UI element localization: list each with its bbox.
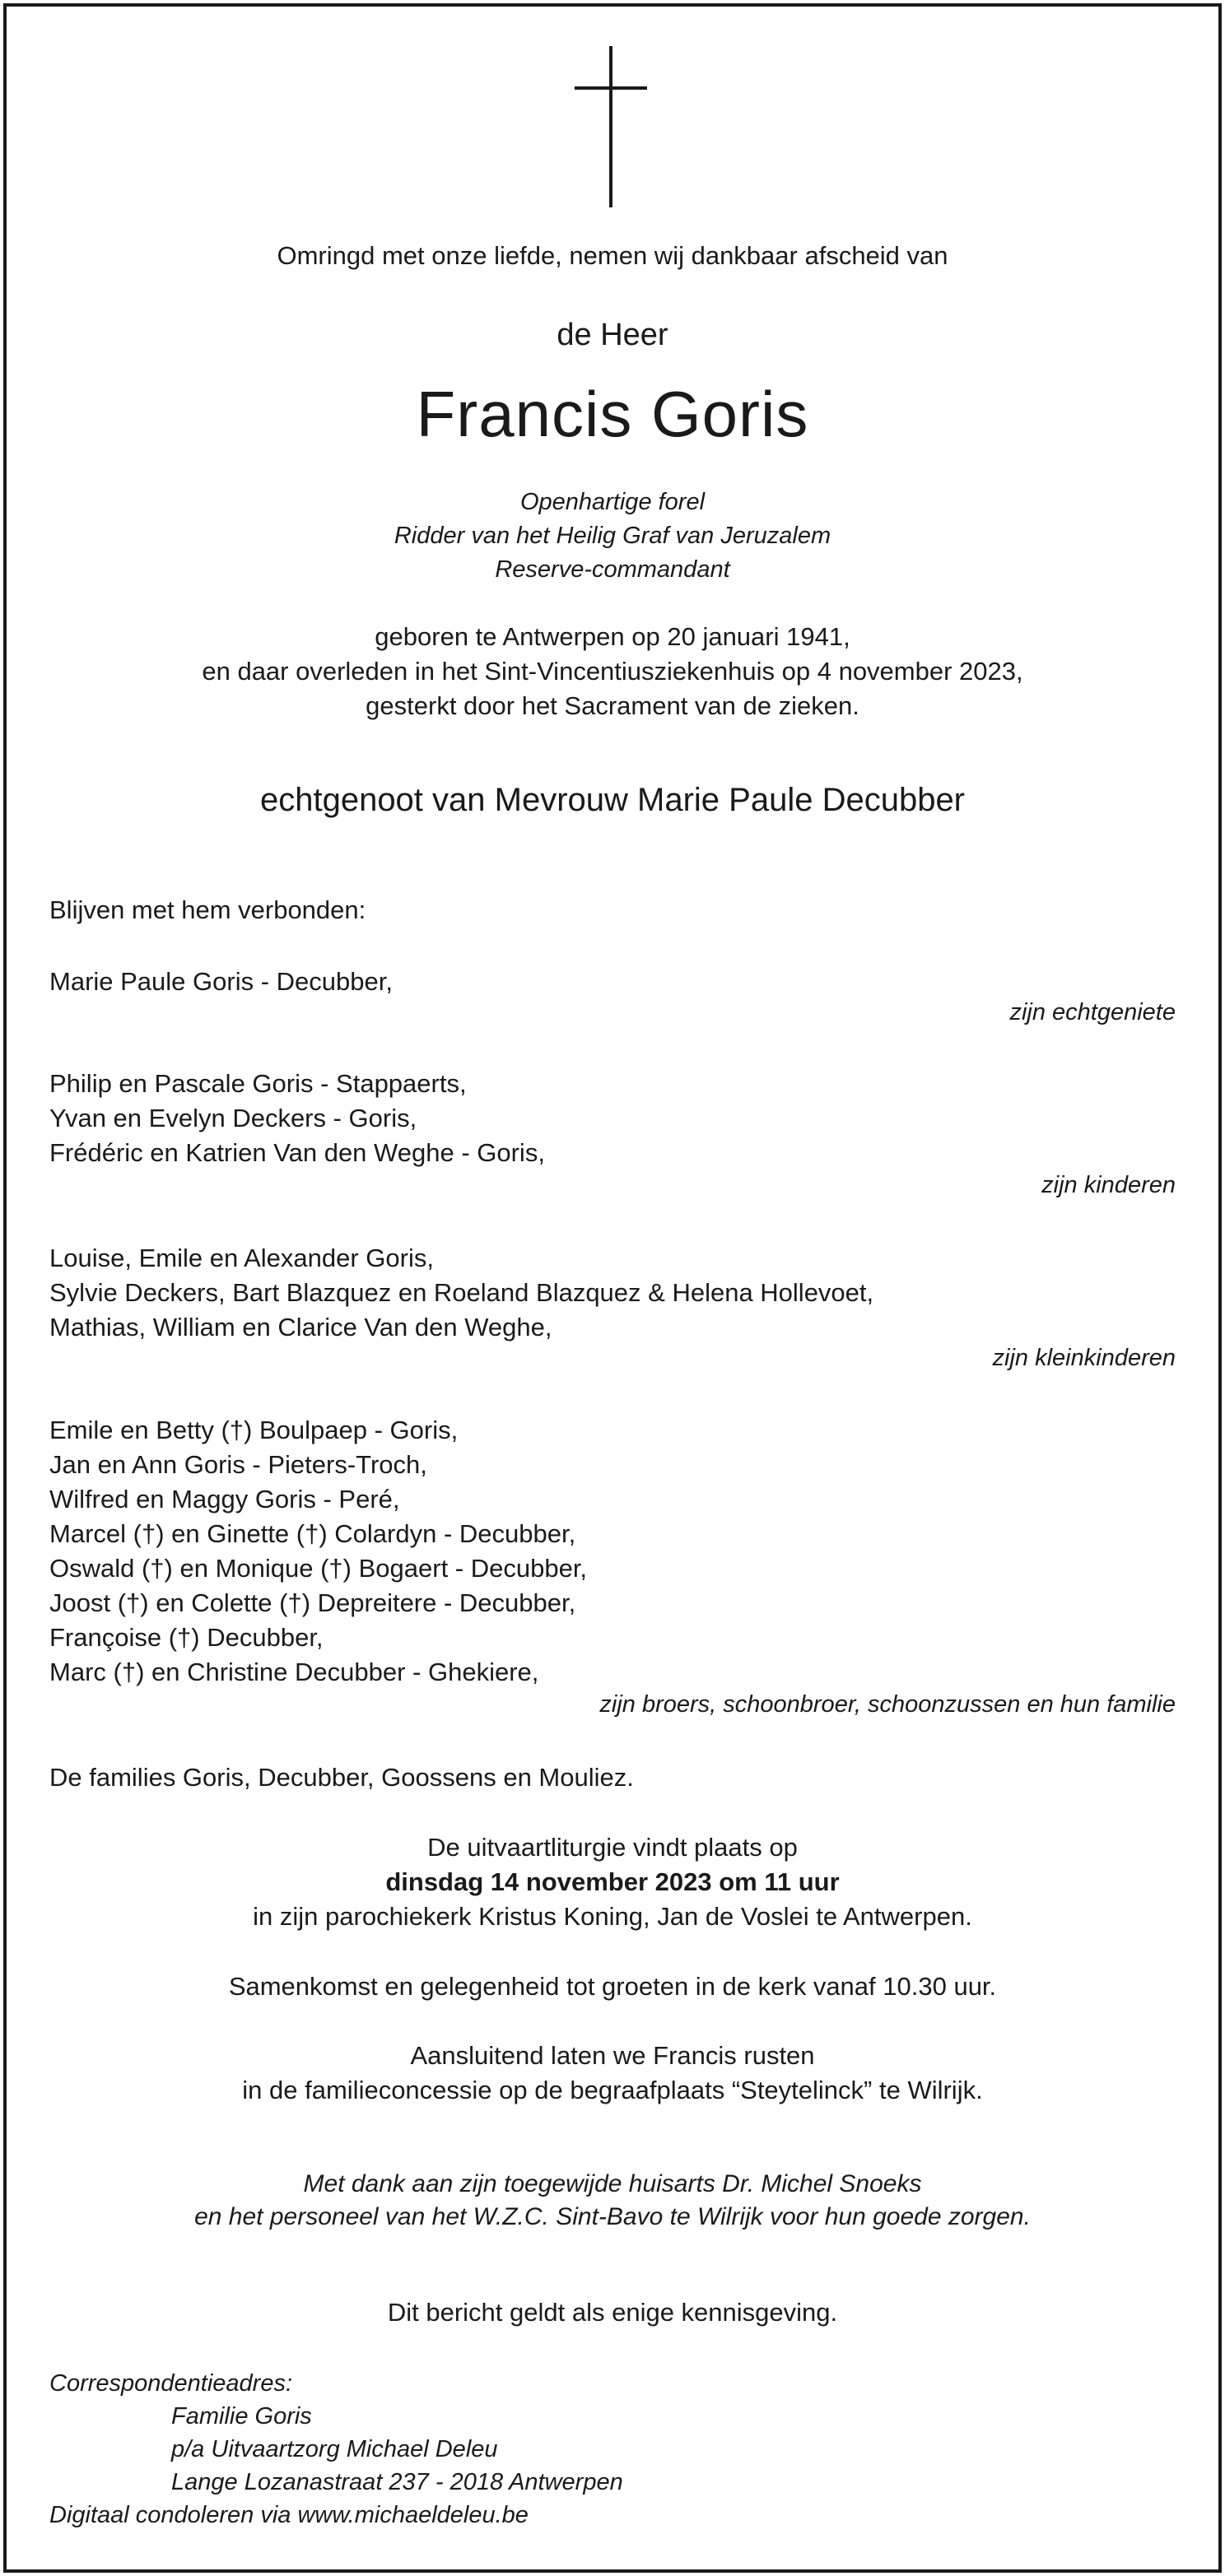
families-line: De families Goris, Decubber, Goossens en Mouliez. [49,1763,634,1792]
thanks-block [0,2168,1225,2234]
family-name-line: Marie Paule Goris - Decubber, [49,967,393,996]
family-name-line: Louise, Emile en Alexander Goris, [49,1244,434,1272]
family-name-line: Sylvie Deckers, Bart Blazquez en Roeland Blazquez & Helena Hollevoet, [49,1278,874,1307]
correspondence-block [49,2367,623,2532]
family-name-line: Françoise (†) Decubber, [49,1623,324,1652]
burial-line: Aansluitend laten we Francis rusten [410,2041,815,2070]
family-name-line: Mathias, William en Clarice Van den Weghe, [49,1313,552,1341]
funeral-block [0,1830,1225,1934]
family-name-line: Wilfred en Maggy Goris - Peré, [49,1485,400,1514]
life-line: geboren te Antwerpen op 20 januari 1941, [375,622,850,651]
spouse-line: echtgenoot van Mevrouw Marie Paule Decubber [259,782,966,818]
relation-label: zijn kleinkinderen [992,1345,1176,1371]
family-name-line: Jan en Ann Goris - Pieters-Troch, [49,1450,427,1479]
family-group-children [49,1067,545,1170]
family-name-line: Oswald (†) en Monique (†) Bogaert - Decubber, [49,1554,588,1583]
relation-label: zijn kinderen [1041,1172,1176,1198]
bound-heading: Blijven met hem verbonden: [49,895,366,924]
family-name-line: Marcel (†) en Ginette (†) Colardyn - Decubber, [49,1519,576,1548]
family-name-line: Philip en Pascale Goris - Stappaerts, [49,1069,467,1098]
titles-block [0,486,1225,587]
life-line: en daar overleden in het Sint-Vincentiusziekenhuis op 4 november 2023, [202,657,1023,686]
relation-label: zijn broers, schoonbroer, schoonzussen en hun familie [599,1691,1176,1718]
salutation: de Heer [557,318,668,352]
deceased-name: Francis Goris [416,378,809,450]
notice-line: Dit bericht geldt als enige kennisgeving. [387,2298,838,2327]
thanks-line: en het personeel van het W.Z.C. Sint-Bavo te Wilrijk voor hun goede zorgen. [194,2203,1031,2230]
burial-line: in de familieconcessie op de begraafplaats “Steytelinck” te Wilrijk. [242,2076,983,2104]
family-group-grandchildren [49,1241,873,1345]
intro-text: Omringd met onze liefde, nemen wij dankbaar afscheid van [277,241,948,270]
relation-label: zijn echtgeniete [1009,999,1176,1025]
address-line: Familie Goris [171,2403,312,2430]
life-line: gesterkt door het Sacrament van de zieken. [366,691,859,720]
family-name-line: Marc (†) en Christine Decubber - Ghekiere, [49,1658,539,1686]
title-line: Openhartige forel [519,489,706,515]
family-name-line: Emile en Betty (†) Boulpaep - Goris, [49,1416,459,1444]
burial-block [0,2039,1225,2108]
family-name-line: Frédéric en Katrien Van den Weghe - Goris, [49,1138,545,1167]
address-line: p/a Uitvaartzorg Michael Deleu [171,2436,498,2462]
thanks-line: Met dank aan zijn toegewijde huisarts Dr. Michel Snoeks [303,2170,922,2197]
address-line: Lange Lozanastraat 237 - 2018 Antwerpen [171,2469,623,2495]
funeral-intro: De uitvaartliturgie vindt plaats op [427,1833,798,1862]
cross-icon [575,46,647,211]
online-condolence-link[interactable]: Digitaal condoleren via www.michaeldeleu.be [49,2502,529,2528]
family-name-line: Yvan en Evelyn Deckers - Goris, [49,1104,417,1132]
family-group-siblings [49,1413,587,1690]
title-line: Reserve-commandant [495,556,730,583]
life-block [0,620,1225,723]
title-line: Ridder van het Heilig Graf van Jeruzalem [394,523,831,549]
correspondence-label: Correspondentieadres: [49,2370,293,2397]
family-name-line: Joost (†) en Colette (†) Depreitere - Decubber, [49,1588,576,1617]
funeral-location: in zijn parochiekerk Kristus Koning, Jan de Voslei te Antwerpen. [253,1902,972,1931]
family-group-spouse [49,965,393,999]
gathering-line: Samenkomst en gelegenheid tot groeten in de kerk vanaf 10.30 uur. [228,1972,997,2001]
funeral-date: dinsdag 14 november 2023 om 11 uur [385,1867,840,1896]
